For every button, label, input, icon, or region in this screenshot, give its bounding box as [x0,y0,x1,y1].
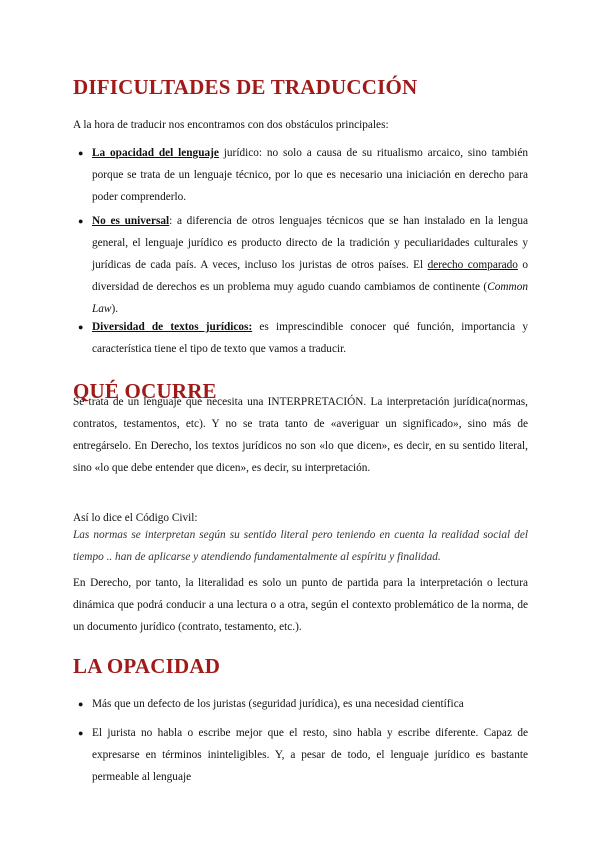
list-item-body [92,316,528,360]
text-no-universal-a: : a diferencia de otros lenguajes técnicos que se han instalado en la lengua general, el lenguaje jurídico es producto directo de la tradición y peculiaridades culturales y jurídicas de cada país. A veces, incluso los juristas de otros países. El [92,215,528,271]
bullet-icon: ● [78,148,84,158]
list-item-opacidad [73,142,528,208]
bullet-icon: ● [78,728,84,738]
bullet-icon: ● [78,699,84,709]
list-item-no-universal [73,210,528,320]
intro-paragraph: A la hora de traducir nos encontramos con dos obstáculos principales: [73,119,389,131]
list-item-body [92,210,528,320]
list-item-body [92,142,528,208]
list-item-body: El jurista no habla o escribe mejor que el resto, sino habla y escribe diferente. Capaz de expresarse en términos ininteligibles. Y, a pesar de todo, el lenguaje jurídico es bastante permeable al lenguaje [92,727,528,783]
text-no-universal-b: o diversidad de derechos es un problema muy agudo cuando cambiamos de continente ( [92,259,528,293]
bullet-icon: ● [78,216,84,226]
list-item-jurista [73,722,528,788]
bullet-icon: ● [78,322,84,332]
heading-la-opacidad: LA OPACIDAD [73,654,221,678]
list-item-defecto [73,693,528,715]
common-law-term: Common Law [92,281,528,315]
quote-intro: Así lo dice el Código Civil: [73,512,198,524]
derecho-comparado-link: derecho comparado [427,259,518,271]
heading-dificultades: DIFICULTADES DE TRADUCCIÓN [73,75,418,99]
heading-que-ocurre: QUÉ OCURRE [73,379,217,403]
codigo-civil-quote: Las normas se interpretan según su sentido literal pero teniendo en cuenta la realidad social del tiempo .. han de aplicarse y atendiendo fundamentalmente al espíritu y finalidad. [73,529,528,563]
paragraph-interpretacion: Se trata de un lenguaje que necesita una INTERPRETACIÓN. La interpretación jurídica(normas, contratos, testamentos, etc). Y no se trata tanto de «averiguar un significado», sino más de entregárselo. En Derecho, los textos jurídicos no son «lo que dicen», es decir, en su sentido literal, sino «lo que debe entender que dicen», es decir, su interpretación. [73,396,528,474]
term-opacidad: La opacidad del lenguaje [92,147,219,159]
text-opacidad: jurídico: no solo a causa de su ritualismo arcaico, sino también porque se trata de un lenguaje técnico, por lo que es necesario una iniciación en derecho para poder comprenderlo. [92,147,528,203]
term-no-universal: No es universal [92,215,170,227]
text-no-universal-c: ). [111,303,119,315]
list-item-diversidad [73,316,528,360]
text-diversidad: es imprescindible conocer qué función, importancia y característica tiene el tipo de texto que vamos a traducir. [92,321,528,355]
list-item-body: Más que un defecto de los juristas (seguridad jurídica), es una necesidad científica [92,698,464,710]
term-diversidad: Diversidad de textos jurídicos: [92,321,253,333]
paragraph-literalidad: En Derecho, por tanto, la literalidad es solo un punto de partida para la interpretación o lectura dinámica que podrá conducir a una lectura o a otra, según el contexto problemático de la norma, de un documento jurídico (contrato, testamento, etc.). [73,577,528,633]
